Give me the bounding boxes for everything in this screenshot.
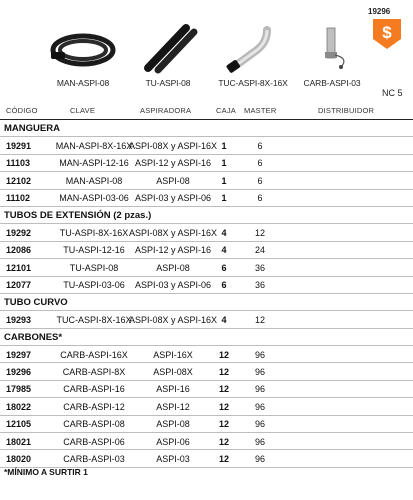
cell-aspiradora: ASPI-12 y ASPI-16: [134, 158, 212, 169]
product-curved-tube: [213, 22, 293, 102]
table-row: [0, 137, 413, 154]
header-aspiradora: ASPIRADORA: [140, 106, 192, 115]
cell-master: 96: [254, 453, 265, 464]
cell-aspiradora: ASPI-12 y ASPI-16: [134, 245, 212, 256]
cell-clave: CARB-ASPI-03: [63, 453, 125, 464]
cell-clave: CARB-ASPI-08: [63, 419, 125, 430]
cell-master: 6: [257, 193, 263, 204]
section-title: MANGUERA: [4, 123, 60, 134]
price-badge-icon: [370, 17, 404, 51]
header-caja: CAJA: [216, 106, 236, 115]
cell-aspiradora: ASPI-16X: [153, 349, 193, 360]
cell-clave: MAN-ASPI-08: [65, 175, 123, 186]
header-clave: CLAVE: [70, 106, 96, 115]
cell-aspiradora: ASPI-08: [156, 175, 190, 186]
cell-codigo: 19291: [6, 140, 32, 151]
table-row: [0, 398, 413, 415]
cell-master: 96: [254, 366, 265, 377]
cell-codigo: 12077: [6, 280, 32, 291]
table-row: [0, 416, 413, 433]
cell-aspiradora: ASPI-08X y ASPI-16X: [128, 140, 218, 151]
carbon-brush-image: [292, 22, 372, 74]
header-codigo: CÓDIGO: [6, 106, 38, 115]
cell-caja: 12: [218, 366, 229, 377]
product-images-strip: [0, 0, 413, 110]
cell-aspiradora: ASPI-08X y ASPI-16X: [128, 314, 218, 325]
section-title: CARBONES*: [4, 331, 63, 343]
cell-master: 12: [254, 227, 265, 238]
cell-caja: 12: [218, 349, 229, 360]
cell-clave: CARB-ASPI-8X: [62, 366, 126, 377]
cell-aspiradora: ASPI-03 y ASPI-06: [134, 193, 212, 204]
cell-master: 12: [254, 314, 265, 325]
badge-symbol: $: [382, 23, 392, 42]
cell-master: 96: [254, 419, 265, 430]
product-carbon-brush: [292, 22, 372, 102]
cell-codigo: 18020: [6, 453, 32, 464]
cell-codigo: 12102: [6, 175, 32, 186]
cell-caja: 12: [218, 384, 229, 395]
footnote: *MÍNIMO A SURTIR 1: [4, 467, 88, 477]
section-header: [0, 207, 413, 224]
cell-clave: MAN-ASPI-12-16: [59, 158, 129, 169]
table-row: [0, 242, 413, 259]
cell-codigo: 18022: [6, 401, 32, 412]
cell-codigo: 12086: [6, 245, 32, 256]
cell-master: 96: [254, 384, 265, 395]
cell-aspiradora: ASPI-08: [156, 262, 190, 273]
cell-caja: 12: [218, 419, 229, 430]
cell-caja: 1: [221, 158, 227, 169]
cell-caja: 12: [218, 401, 229, 412]
cell-clave: TU-ASPI-8X-16X: [59, 227, 129, 238]
table-row: [0, 450, 413, 467]
cell-caja: 4: [221, 245, 227, 256]
cell-aspiradora: ASPI-08: [156, 419, 190, 430]
cell-clave: CARB-ASPI-12: [63, 401, 125, 412]
product-caption: CARB-ASPI-03: [303, 78, 361, 88]
cell-aspiradora: ASPI-03 y ASPI-06: [134, 280, 212, 291]
product-caption: TU-ASPI-08: [145, 78, 191, 88]
cell-aspiradora: ASPI-12: [156, 401, 190, 412]
cell-master: 6: [257, 140, 263, 151]
section-header: [0, 294, 413, 311]
cell-codigo: 19296: [6, 366, 32, 377]
cell-caja: 12: [218, 453, 229, 464]
cell-clave: TUC-ASPI-8X-16X: [56, 314, 132, 325]
table-row: [0, 224, 413, 241]
tubes-image: [128, 22, 208, 74]
cell-aspiradora: ASPI-16: [156, 384, 190, 395]
cell-clave: TU-ASPI-12-16: [63, 245, 125, 256]
cell-caja: 6: [221, 262, 227, 273]
cell-clave: MAN-ASPI-03-06: [59, 193, 129, 204]
cell-codigo: 11103: [6, 158, 31, 169]
table-row: [0, 381, 413, 398]
header-distribuidor: DISTRIBUIDOR: [318, 106, 375, 115]
cell-clave: CARB-ASPI-06: [63, 436, 125, 447]
cell-clave: TU-ASPI-08: [69, 262, 119, 273]
cell-aspiradora: ASPI-06: [156, 436, 190, 447]
table-row: [0, 311, 413, 328]
table-header: [0, 100, 413, 120]
cell-aspiradora: ASPI-08X: [153, 366, 193, 377]
cell-clave: CARB-ASPI-16: [63, 384, 125, 395]
cell-master: 24: [254, 245, 265, 256]
table-row: [0, 155, 413, 172]
cell-caja: 12: [218, 436, 229, 447]
table-row: [0, 277, 413, 294]
badge-code: 19296: [368, 7, 391, 16]
product-caption: TUC-ASPI-8X-16X: [218, 78, 288, 88]
product-caption: MAN-ASPI-08: [56, 78, 110, 88]
cell-caja: 6: [221, 280, 227, 291]
cell-codigo: 11102: [6, 193, 31, 204]
nc-label: NC 5: [382, 88, 403, 98]
table-row: [0, 363, 413, 380]
cell-aspiradora: ASPI-03: [156, 453, 190, 464]
cell-clave: TU-ASPI-03-06: [63, 280, 125, 291]
cell-clave: MAN-ASPI-8X-16X: [55, 140, 133, 151]
cell-codigo: 19293: [6, 314, 32, 325]
cell-master: 36: [254, 262, 265, 273]
cell-caja: 4: [221, 314, 227, 325]
curved-tube-image: [213, 22, 293, 74]
product-extension-tubes: [128, 22, 208, 102]
table-body: [0, 120, 413, 468]
section-title: TUBO CURVO: [4, 296, 68, 308]
parts-table: [0, 100, 413, 468]
cell-aspiradora: ASPI-08X y ASPI-16X: [128, 227, 218, 238]
cell-master: 96: [254, 349, 265, 360]
product-hose: [43, 22, 123, 102]
cell-codigo: 19292: [6, 227, 32, 238]
cell-master: 6: [257, 175, 263, 186]
cell-master: 96: [254, 401, 265, 412]
cell-codigo: 17985: [6, 384, 32, 395]
cell-codigo: 18021: [6, 436, 32, 447]
table-row: [0, 190, 413, 207]
section-header: [0, 329, 413, 346]
section-title: TUBOS DE EXTENSIÓN (2 pzas.): [4, 209, 152, 221]
cell-caja: 1: [221, 175, 227, 186]
table-row: [0, 346, 413, 363]
table-row: [0, 433, 413, 450]
cell-codigo: 19297: [6, 349, 32, 360]
cell-caja: 4: [221, 227, 227, 238]
cell-codigo: 12101: [6, 262, 32, 273]
cell-codigo: 12105: [6, 419, 32, 430]
header-master: MASTER: [244, 106, 277, 115]
cell-caja: 1: [221, 193, 227, 204]
cell-caja: 1: [221, 140, 227, 151]
cell-master: 96: [254, 436, 265, 447]
section-header: [0, 120, 413, 137]
cell-clave: CARB-ASPI-16X: [60, 349, 128, 360]
table-row: [0, 172, 413, 189]
hose-image: [43, 22, 123, 74]
cell-master: 36: [254, 280, 265, 291]
table-row: [0, 259, 413, 276]
cell-master: 6: [257, 158, 263, 169]
